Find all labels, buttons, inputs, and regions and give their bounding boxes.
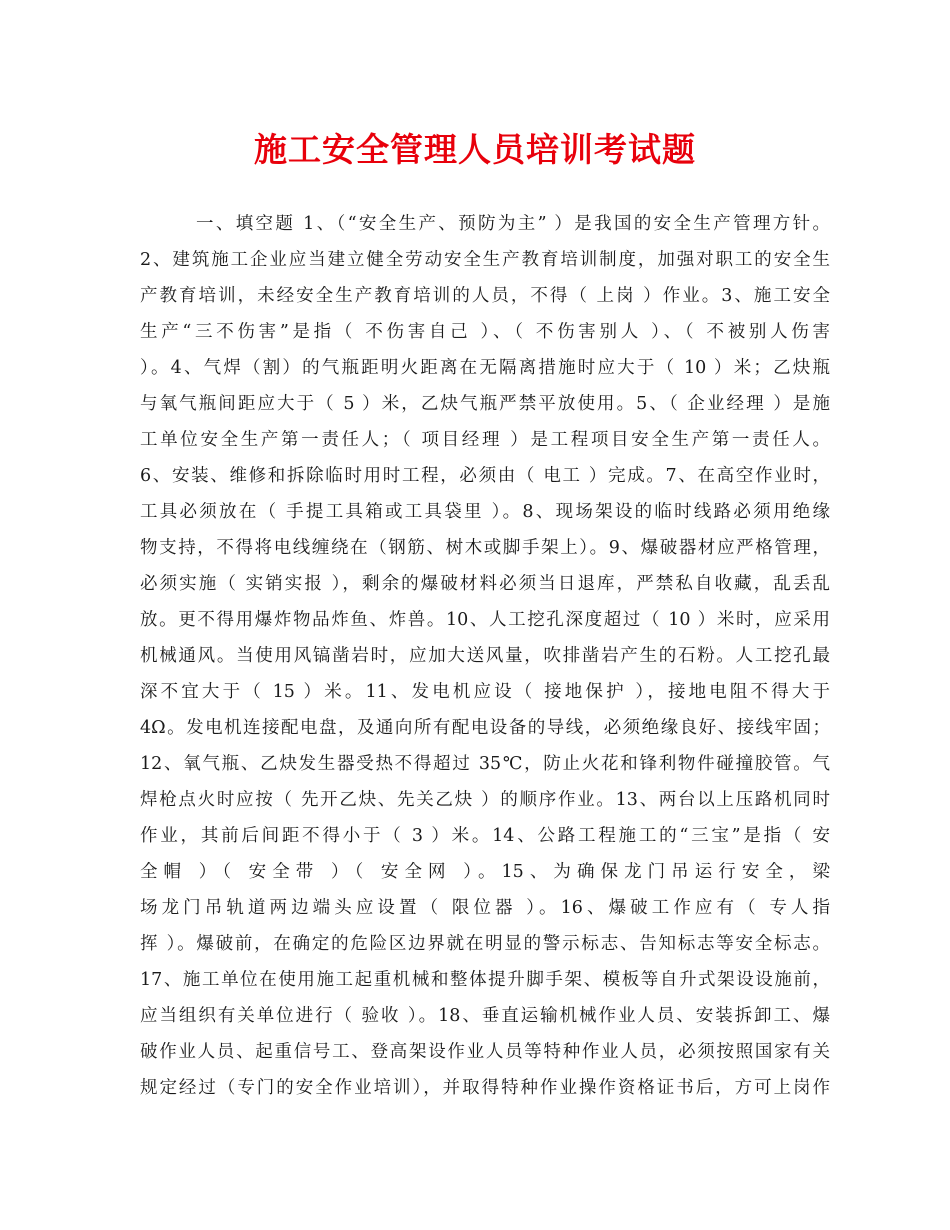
body-line: 12、氧气瓶、乙炔发生器受热不得超过 35℃，防止火花和锋利物件碰撞胶管。气: [140, 754, 830, 774]
body-line: 焊枪点火时应按（ 先开乙炔、先关乙炔 ）的顺序作业。13、两台以上压路机同时: [140, 790, 830, 810]
body-line: 全帽 ）（ 安全带 ）（ 安全网 ）。15、为确保龙门吊运行安全，梁: [140, 862, 830, 882]
body-line: 工单位安全生产第一责任人；（ 项目经理 ）是工程项目安全生产第一责任人。: [140, 430, 830, 450]
document-title: 施工安全管理人员培训考试题: [254, 130, 696, 169]
body-line: 规定经过（专门的安全作业培训），并取得特种作业操作资格证书后，方可上岗作: [140, 1078, 830, 1098]
body-line: 与氧气瓶间距应大于（ 5 ）米，乙炔气瓶严禁平放使用。5、（ 企业经理 ）是施: [140, 394, 830, 414]
body-line: 机械通风。当使用风镐凿岩时，应加大送风量，吹排凿岩产生的石粉。人工挖孔最: [140, 646, 830, 666]
body-line: ）。4、气焊（割）的气瓶距明火距离在无隔离措施时应大于（ 10 ）米；乙炔瓶: [140, 358, 830, 378]
body-line: 产教育培训，未经安全生产教育培训的人员，不得（ 上岗 ）作业。3、施工安全: [140, 286, 830, 306]
body-line: 作业，其前后间距不得小于（ 3 ）米。14、公路工程施工的“三宝”是指（ 安: [140, 826, 830, 846]
body-line: 4Ω。发电机连接配电盘，及通向所有配电设备的导线，必须绝缘良好、接线牢固；: [140, 718, 830, 738]
body-line: 必须实施（ 实销实报 ），剩余的爆破材料必须当日退库，严禁私自收藏，乱丢乱: [140, 574, 830, 594]
body-line: 破作业人员、起重信号工、登高架设作业人员等特种作业人员，必须按照国家有关: [140, 1042, 830, 1062]
body-line: 放。更不得用爆炸物品炸鱼、炸兽。10、人工挖孔深度超过（ 10 ）米时，应采用: [140, 610, 830, 630]
body-line: 17、施工单位在使用施工起重机械和整体提升脚手架、模板等自升式架设设施前，: [140, 970, 830, 990]
body-line: 工具必须放在（ 手提工具箱或工具袋里 ）。8、现场架设的临时线路必须用绝缘: [140, 502, 830, 522]
body-line: 应当组织有关单位进行（ 验收 ）。18、垂直运输机械作业人员、安装拆卸工、爆: [140, 1006, 830, 1026]
document-body: [140, 206, 830, 1106]
body-line: 生产“三不伤害”是指（ 不伤害自己 ）、（ 不伤害别人 ）、（ 不被别人伤害: [140, 322, 830, 342]
body-line: 场龙门吊轨道两边端头应设置（ 限位器 ）。16、爆破工作应有（ 专人指: [140, 898, 830, 918]
body-line: 一、填空题 1、（“安全生产、预防为主” ）是我国的安全生产管理方针。: [196, 214, 830, 234]
body-line: 6、安装、维修和拆除临时用时工程，必须由（ 电工 ）完成。7、在高空作业时，: [140, 466, 830, 486]
body-line: 2、建筑施工企业应当建立健全劳动安全生产教育培训制度，加强对职工的安全生: [140, 250, 830, 270]
body-line: 深不宜大于（ 15 ）米。11、发电机应设（ 接地保护 ），接地电阻不得大于: [140, 682, 830, 702]
body-line: 挥 ）。爆破前，在确定的危险区边界就在明显的警示标志、告知标志等安全标志。: [140, 934, 830, 954]
body-line: 物支持，不得将电线缠绕在（钢筋、树木或脚手架上）。9、爆破器材应严格管理，: [140, 538, 830, 558]
